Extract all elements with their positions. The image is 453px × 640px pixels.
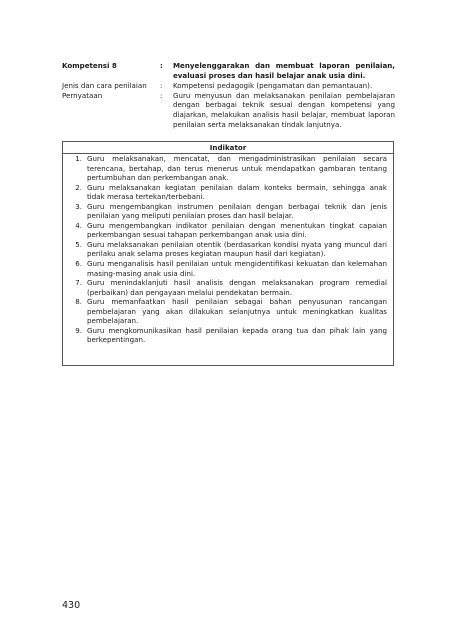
indikator-number: 1. bbox=[75, 154, 82, 163]
indikator-number: 6. bbox=[75, 259, 82, 269]
indikator-item bbox=[71, 278, 387, 297]
indikator-number: 4. bbox=[75, 220, 82, 230]
pernyataan-row bbox=[62, 91, 395, 129]
indikator-number: 7. bbox=[75, 278, 82, 288]
indikator-number: 8. bbox=[75, 297, 82, 307]
indikator-number: 3. bbox=[75, 201, 82, 211]
pernyataan-colon: : bbox=[160, 90, 163, 100]
indikator-text: Guru melaksanakan, mencatat, dan mengadministrasikan penilaian secara terencana, bertahap, dan terus menerus untuk mendapatkan gambaran tentang pertumbuhan dan perkembangan anak. bbox=[87, 154, 387, 183]
indikator-text: Guru melaksanakan penilaian otentik (berdasarkan kondisi nyata yang muncul dari perilaku anak selama proses kegiatan maupun hasil dari kegiatan). bbox=[87, 239, 387, 259]
indikator-text: Guru mengembangkan instrumen penilaian dengan berbagai teknik dan jenis penilaian yang meliputi penilaian proses dan hasil belajar. bbox=[87, 201, 387, 221]
pernyataan-text: Guru menyusun dan melaksanakan penilaian pembelajaran dengan berbagai teknik sesuai dengan kompetensi yang diajarkan, melakukan analisis hasil belajar, membuat laporan penilaian serta melaksanakan tindak lanjutnya. bbox=[173, 90, 395, 129]
indikator-text: Guru memanfaatkan hasil penilaian sebagai bahan penyusunan rancangan pembelajaran yang akan dilakukan selanjutnya untuk meningkatkan kualitas pembelajaran. bbox=[87, 297, 387, 326]
indikator-item bbox=[71, 240, 387, 259]
indikator-list bbox=[63, 154, 393, 345]
kompetensi-row bbox=[62, 61, 395, 80]
indikator-number: 5. bbox=[75, 239, 82, 249]
indikator-table bbox=[62, 141, 394, 366]
jenis-row bbox=[62, 81, 395, 91]
indikator-text: Guru menindaklanjuti hasil analisis dengan melaksanakan program remedial (perbaikan) dan pengayaan melalui pendekatan bermain. bbox=[87, 278, 387, 297]
indikator-text: Guru melaksanakan kegiatan penilaian dalam konteks bermain, sehingga anak tidak merasa tertekan/terbebani. bbox=[87, 182, 387, 202]
indikator-item bbox=[71, 154, 387, 183]
jenis-label: Jenis dan cara penilaian bbox=[62, 81, 147, 91]
pernyataan-label: Pernyataan bbox=[62, 90, 103, 100]
kompetensi-colon: : bbox=[160, 61, 163, 70]
indikator-heading: Indikator bbox=[63, 142, 393, 154]
indikator-item bbox=[71, 297, 387, 326]
indikator-number: 9. bbox=[75, 325, 82, 335]
page-number: 430 bbox=[62, 600, 81, 611]
indikator-item bbox=[71, 221, 387, 240]
indikator-item bbox=[71, 202, 387, 221]
indikator-item bbox=[71, 326, 387, 345]
kompetensi-label: Kompetensi 8 bbox=[62, 61, 117, 70]
jenis-text: Kompetensi pedagogik (pengamatan dan pemantauan). bbox=[173, 81, 373, 91]
indikator-item bbox=[71, 183, 387, 202]
jenis-colon: : bbox=[160, 81, 163, 91]
kompetensi-text: Menyelenggarakan dan membuat laporan penilaian, evaluasi proses dan hasil belajar anak usia dini. bbox=[173, 61, 395, 80]
indikator-number: 2. bbox=[75, 182, 82, 192]
indikator-text: Guru menganalisis hasil penilaian untuk mengidentifikasi kekuatan dan kelemahan masing-masing anak usia dini. bbox=[87, 259, 387, 278]
indikator-text: Guru mengkomunikasikan hasil penilaian kepada orang tua dan pihak lain yang berkepentingan. bbox=[87, 325, 387, 345]
indikator-item bbox=[71, 259, 387, 278]
indikator-text: Guru mengembangkan indikator penilaian dengan menentukan tingkat capaian perkembangan sesuai tahapan perkembangan anak usia dini. bbox=[87, 220, 387, 240]
competency-header bbox=[62, 61, 395, 129]
